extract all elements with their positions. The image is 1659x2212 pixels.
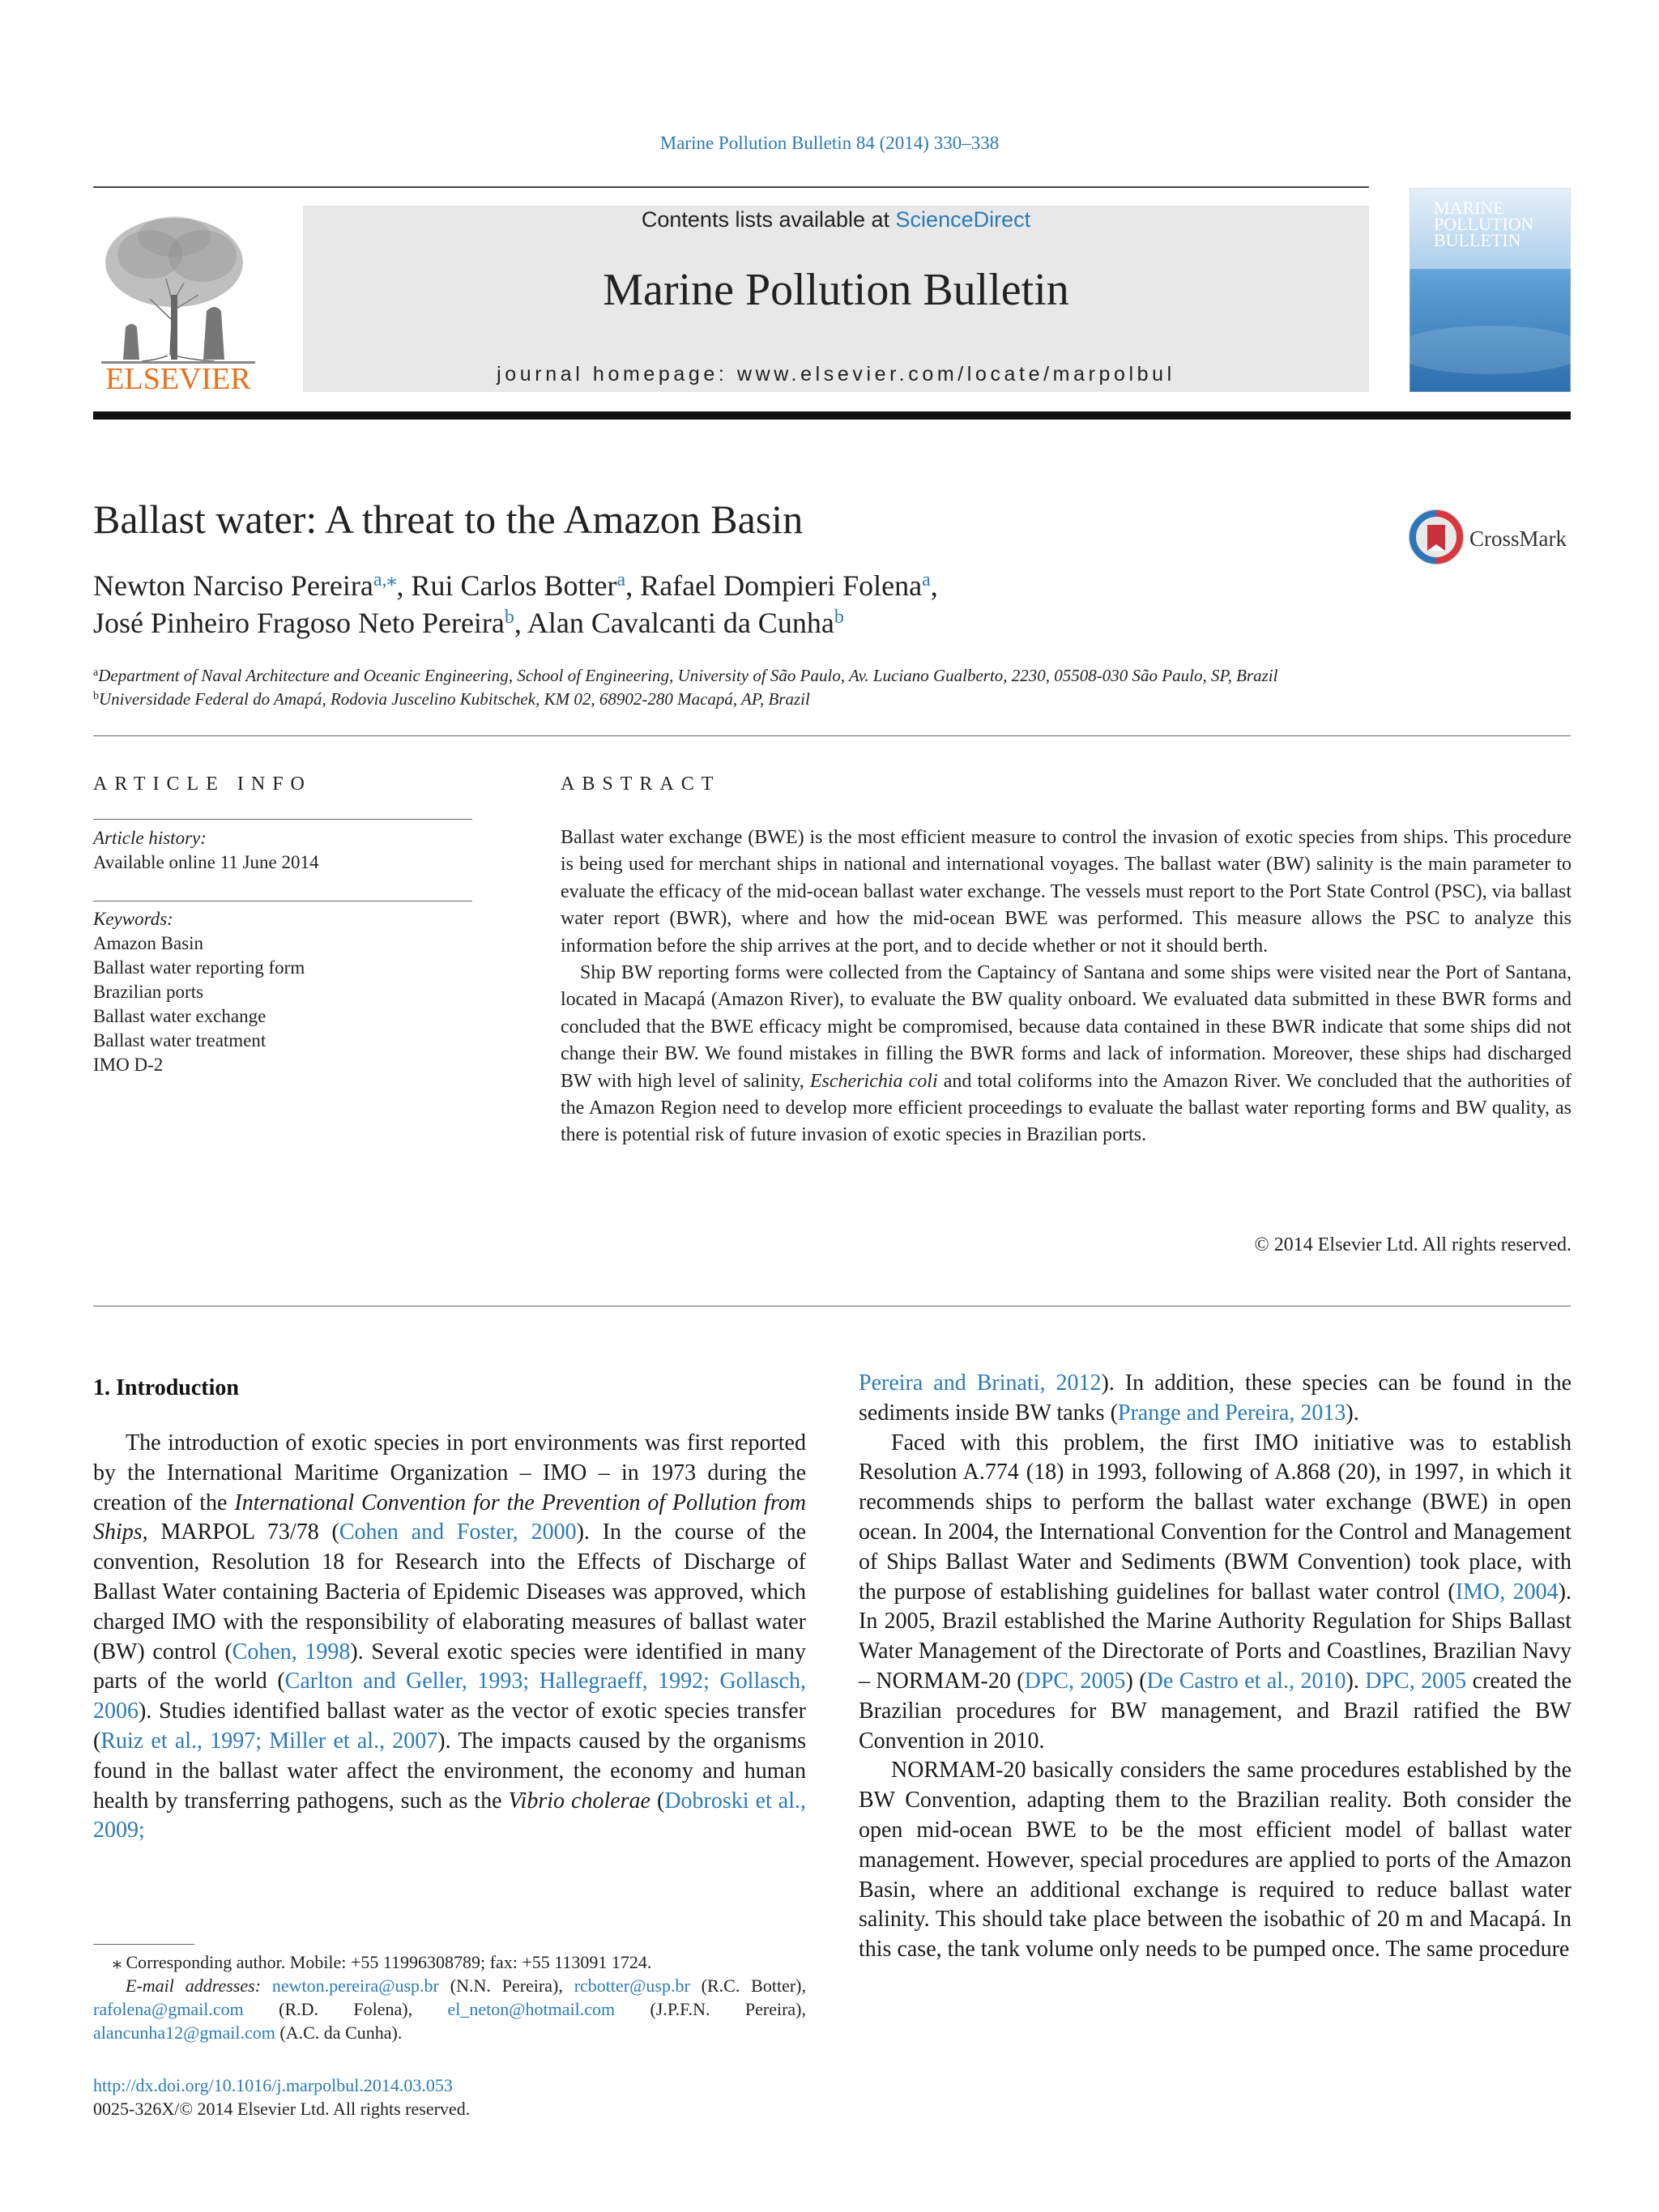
header-thick-rule — [93, 411, 1571, 420]
author-name[interactable]: Alan Cavalcanti da Cunha — [527, 607, 834, 639]
body-text: ). In the course of the convention, Resolution 18 for Research into the Effects of Discharge of Ballast Water containing Bacteria of Epidemic Diseases was approved, which charged IMO with the responsibility of elaborating measures of ballast water (BW) control ( — [93, 1519, 806, 1664]
crossmark-icon — [1408, 509, 1465, 565]
author-separator: , — [514, 607, 527, 639]
journal-homepage[interactable]: journal homepage: www.elsevier.com/locate/marpolbul — [497, 363, 1175, 386]
author-line-1 — [93, 567, 938, 604]
abstract-text: and total coliforms into the Amazon River. We concluded that the authorities of the Amazon Region need to develop more efficient proceedings to evaluate the ballast water reporting forms and BW quality, as there is potential risk of future invasion of exotic species in Brazilian ports. — [561, 1070, 1572, 1146]
abstract-species-name: Escherichia coli — [809, 1070, 938, 1092]
intro-paragraph-3: NORMAM-20 basically considers the same procedures established by the BW Convention, adapting them to the Brazilian reality. Both consider the open mid-ocean BWE to be the most efficient model of ballast water management. However, special procedures are applied to ports of the Amazon Basin, where an additional exchange is required to reduce ballast water salinity. This should take place between the isobathic of 20 m and Macapá. In this case, the tank volume only needs to be pumped once. The same procedure — [859, 1758, 1572, 1963]
journal-title: Marine Pollution Bulletin — [603, 265, 1069, 315]
body-text: created the Brazilian procedures for BW management, and Brazil ratified the BW Convention in 2010. — [859, 1668, 1572, 1754]
email-owner: (N.N. Pereira), — [438, 1975, 574, 1996]
keyword-item: Ballast water exchange — [93, 1006, 267, 1026]
article-history — [93, 826, 472, 875]
email-link[interactable]: newton.pereira@usp.br — [271, 1975, 439, 1996]
journal-reference[interactable]: Marine Pollution Bulletin 84 (2014) 330–338 — [659, 133, 1000, 153]
author-affiliation-mark[interactable]: a — [922, 569, 931, 590]
elsevier-wordmark: ELSEVIER — [105, 362, 251, 394]
email-owner: (J.P.F.N. Pereira), — [615, 1999, 807, 2019]
abstract-paragraph-1: Ballast water exchange (BWE) is the most efficient measure to control the invasion of exotic species from ships. This procedure is being used for merchant ships in national and international voyages. The ballast water (BW) salinity is the main parameter to evaluate the efficacy of the mid-ocean ballast water exchange. The vessels must report to the Port State Control (PSC), via ballast water report (BWR), where and how the mid-ocean BWE was performed. This measure allows the PSC to analyze this information before the ship arrives at the port, and to decide whether or not it should berth. — [561, 827, 1572, 957]
crossmark-badge[interactable] — [1408, 509, 1570, 565]
crossmark-label: CrossMark — [1469, 526, 1567, 551]
body-text: ). The impacts caused by the organisms found in the ballast water affect the environment, the economy and human health by transferring pathogens, such as the — [93, 1728, 806, 1813]
doi-block — [93, 2073, 470, 2120]
affiliation-b — [93, 689, 810, 710]
footnote-rule — [93, 1944, 194, 1945]
convention-name: International Convention for the Prevention of Pollution from Ships, — [93, 1490, 806, 1545]
footnote-block — [93, 1950, 806, 2044]
citation-link[interactable]: De Castro et al., 2010 — [1146, 1668, 1346, 1694]
email-label: E-mail addresses: — [126, 1975, 262, 1996]
affiliation-text: Department of Naval Architecture and Oceanic Engineering, School of Engineering, University of São Paulo, Av. Luciano Gualberto, 2230, 05508-030 São Paulo, SP, Brazil — [98, 666, 1278, 685]
citation-link[interactable]: IMO, 2004 — [1455, 1579, 1559, 1605]
article-history-value: Available online 11 June 2014 — [93, 852, 319, 872]
author-name[interactable]: Rui Carlos Botter — [411, 569, 617, 602]
elsevier-logo[interactable] — [93, 206, 263, 394]
intro-paragraph-2 — [859, 1429, 1572, 1757]
abstract-body — [561, 825, 1572, 1149]
sciencedirect-link[interactable]: ScienceDirect — [895, 207, 1031, 232]
keywords-label: Keywords: — [93, 909, 173, 929]
species-name: Vibrio cholerae — [508, 1788, 650, 1813]
cover-title-line-1: MARINE — [1434, 198, 1504, 218]
author-separator: , — [930, 569, 938, 602]
citation-link[interactable]: DPC, 2005 — [1024, 1668, 1126, 1694]
keyword-item: Ballast water treatment — [93, 1030, 267, 1051]
body-text: MARPOL 73/78 ( — [147, 1519, 339, 1545]
author-affiliation-mark[interactable]: b — [504, 607, 514, 628]
body-text: ). — [1346, 1668, 1366, 1694]
journal-cover-thumbnail[interactable] — [1410, 188, 1571, 392]
article-info-heading: ARTICLE INFO — [93, 774, 312, 795]
body-text: The introduction of exotic species in port environments was first reported by the International Maritime Organization – IMO – in 1973 during the creation of the — [93, 1430, 806, 1515]
affiliation-a — [93, 666, 1277, 686]
body-text: ) ( — [1125, 1668, 1147, 1694]
affiliation-mark: b — [93, 690, 99, 702]
citation-link[interactable]: Carlton and Geller, 1993; Hallegraeff, 1992; Gollasch, 2006 — [93, 1669, 806, 1724]
body-text: ). In addition, these species can be found in the sediments inside BW tanks ( — [859, 1370, 1572, 1426]
cover-title-line-2: POLLUTION — [1434, 214, 1534, 234]
doi-link[interactable]: http://dx.doi.org/10.1016/j.marpolbul.2014.03.053 — [93, 2075, 453, 2095]
article-title: Ballast water: A threat to the Amazon Basin — [93, 497, 804, 542]
citation-link[interactable]: Dobroski et al., 2009; — [93, 1788, 806, 1843]
body-left-column — [93, 1429, 806, 1846]
author-affiliation-mark[interactable]: a — [616, 569, 626, 590]
citation-link[interactable]: Prange and Pereira, 2013 — [1117, 1400, 1346, 1426]
abstract-paragraph-2 — [561, 960, 1572, 1149]
author-separator: , — [625, 569, 641, 602]
keyword-item: IMO D-2 — [93, 1055, 164, 1075]
email-link[interactable]: el_neton@hotmail.com — [447, 1999, 616, 2019]
body-text: Faced with this problem, the first IMO initiative was to establish Resolution A.774 (18) in 1993, following of A.868 (20), in 1997, in which it recommends ships to perform the ballast water exchange (BWE) in open ocean. In 2004, the International Convention for the Control and Management of Ships Ballast Water and Sediments (BWM Convention) took place, with the purpose of establishing guidelines for ballast water control ( — [859, 1430, 1572, 1605]
keywords-block — [93, 907, 472, 1077]
corresponding-author-note: ⁎ Corresponding author. Mobile: +55 11996308789; fax: +55 113091 1724. — [113, 1952, 652, 1972]
citation-link[interactable]: Pereira and Brinati, 2012 — [859, 1370, 1102, 1396]
citation-link[interactable]: Ruiz et al., 1997; Miller et al., 2007 — [100, 1728, 438, 1754]
email-owner: (R.D. Folena), — [243, 1999, 448, 2019]
author-affiliation-mark[interactable]: a,⁎ — [373, 569, 397, 590]
cover-title-line-3: BULLETIN — [1434, 230, 1521, 250]
contents-line — [303, 207, 1369, 232]
email-link[interactable]: rafolena@gmail.com — [93, 1999, 244, 2019]
introduction-heading: 1. Introduction — [93, 1375, 239, 1400]
affiliation-rule — [93, 735, 1571, 736]
author-affiliation-mark[interactable]: b — [834, 607, 844, 628]
citation-link[interactable]: DPC, 2005 — [1365, 1668, 1467, 1694]
citation-link[interactable]: Cohen and Foster, 2000 — [339, 1519, 577, 1545]
author-separator: , — [396, 569, 412, 602]
email-owner: (A.C. da Cunha). — [275, 2022, 403, 2043]
keyword-item: Ballast water reporting form — [93, 957, 305, 978]
abstract-text: Ship BW reporting forms were collected from the Captaincy of Santana and some ships were visited near the Port of Santana, located in Macapá (Amazon River), to evaluate the BW quality onboard. We evaluated data submitted in these BWR forms and concluded that the BWE efficacy might be compromised, because data contained in these BWR indicate that some ships did not change their BW. We found mistakes in filling the BWR forms and lack of information. Moreover, these ships had discharged BW with high level of salinity, — [561, 962, 1572, 1092]
body-text: ). Several exotic species were identified in many parts of the world ( — [93, 1639, 806, 1694]
citation-link[interactable]: Cohen, 1998 — [232, 1639, 351, 1664]
email-owner: (R.C. Botter), — [689, 1975, 806, 1996]
author-line-2 — [93, 604, 938, 641]
article-history-label: Article history: — [93, 828, 207, 848]
body-text: ). Studies identified ballast water as the vector of exotic species transfer ( — [93, 1698, 806, 1754]
abstract-copyright: © 2014 Elsevier Ltd. All rights reserved. — [1254, 1234, 1572, 1255]
body-right-column — [859, 1369, 1572, 1965]
article-info-rule — [93, 819, 472, 820]
issn-copyright: 0025-326X/© 2014 Elsevier Ltd. All rights reserved. — [93, 2099, 471, 2119]
intro-paragraph-1 — [93, 1429, 806, 1846]
body-text: ( — [650, 1788, 665, 1813]
email-link[interactable]: alancunha12@gmail.com — [93, 2022, 275, 2043]
affiliation-text: Universidade Federal do Amapá, Rodovia Juscelino Kubitschek, KM 02, 68902-280 Macapá, AP, Brazil — [99, 689, 810, 709]
email-addresses — [93, 1974, 806, 2044]
body-text: ). In 2005, Brazil established the Marine Authority Regulation for Ships Ballast Water Management of the Directorate of Ports and Coastlines, Brazilian Navy – NORMAM-20 ( — [859, 1579, 1572, 1694]
abstract-heading: ABSTRACT — [561, 774, 721, 795]
contents-prefix: Contents lists available at — [641, 207, 896, 232]
keyword-item: Amazon Basin — [93, 933, 204, 953]
keyword-item: Brazilian ports — [93, 982, 204, 1002]
email-link[interactable]: rcbotter@usp.br — [574, 1975, 690, 1996]
intro-paragraph-1-continued — [859, 1369, 1572, 1429]
affiliation-mark: a — [93, 667, 99, 679]
author-name[interactable]: Rafael Dompieri Folena — [640, 569, 923, 602]
author-name[interactable]: José Pinheiro Fragoso Neto Pereira — [93, 607, 505, 639]
author-list — [93, 567, 938, 641]
header-rule — [93, 186, 1369, 188]
author-name[interactable]: Newton Narciso Pereira — [93, 569, 373, 602]
body-text: ). — [1346, 1400, 1359, 1426]
